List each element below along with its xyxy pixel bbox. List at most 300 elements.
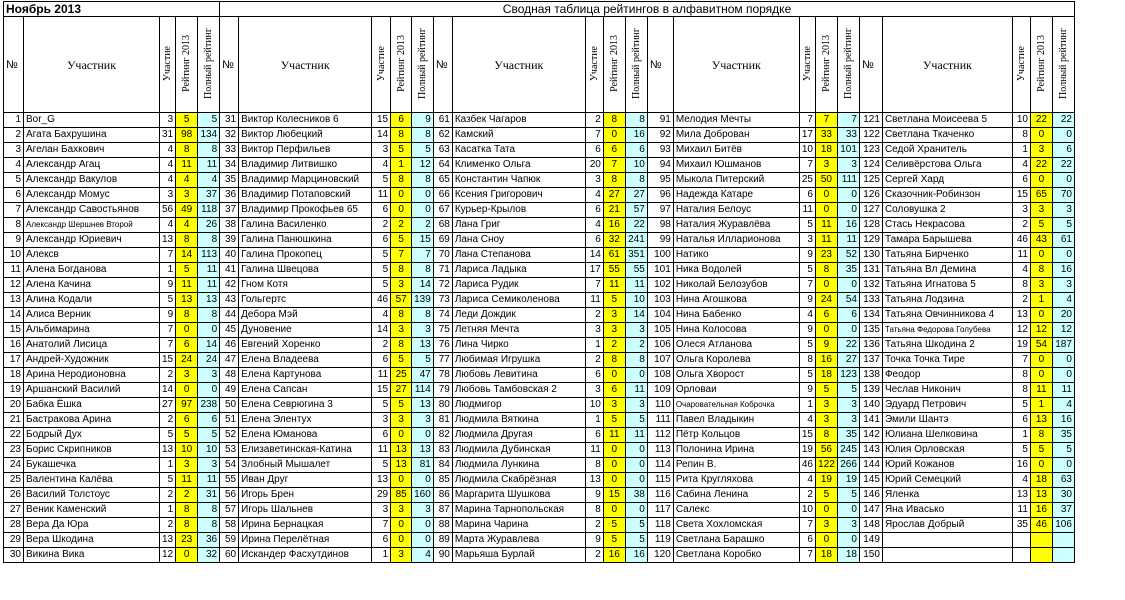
participation-count: 10 — [585, 398, 603, 413]
participation-count: 11 — [585, 293, 603, 308]
rating-2013: 27 — [603, 188, 625, 203]
participation-count: 7 — [585, 128, 603, 143]
rating-2013: 5 — [391, 353, 412, 368]
participation-count: 5 — [799, 263, 815, 278]
rating-2013: 13 — [1030, 413, 1052, 428]
header-full-rating — [1052, 17, 1074, 113]
row-num: 96 — [647, 188, 673, 203]
full-rating: 0 — [1052, 368, 1074, 383]
rating-2013: 16 — [1030, 503, 1052, 518]
rating-2013: 8 — [176, 503, 198, 518]
full-rating: 139 — [412, 293, 434, 308]
participant-name: Ксения Григорович — [452, 188, 585, 203]
participant-name: Александр Агац — [24, 158, 160, 173]
participation-count: 1 — [1012, 143, 1030, 158]
participant-name: Владимир Марциновский — [239, 173, 372, 188]
rating-2013: 4 — [176, 173, 198, 188]
header-participation-text: Участие — [1015, 45, 1027, 82]
participant-name: Марта Журавлева — [452, 533, 585, 548]
full-rating: 8 — [412, 128, 434, 143]
rating-2013: 5 — [391, 143, 412, 158]
participant-name: Владимир Литвишко — [239, 158, 372, 173]
participation-count: 1 — [160, 503, 176, 518]
rating-2013: 6 — [815, 308, 837, 323]
full-rating: 8 — [625, 113, 647, 128]
participation-count: 35 — [1012, 518, 1030, 533]
rating-2013: 5 — [603, 293, 625, 308]
rating-2013: 0 — [1030, 128, 1052, 143]
full-rating: 22 — [837, 338, 859, 353]
table-row — [4, 473, 1075, 488]
participant-name: Арина Неродионовна — [24, 368, 160, 383]
row-num: 20 — [4, 398, 24, 413]
rating-2013: 6 — [603, 383, 625, 398]
rating-2013: 8 — [391, 173, 412, 188]
row-num: 83 — [433, 443, 452, 458]
participation-count: 1 — [799, 398, 815, 413]
rating-2013: 98 — [176, 128, 198, 143]
row-num: 76 — [433, 338, 452, 353]
header-rating-2013-text: Рейтинг 2013 — [1035, 35, 1047, 92]
participation-count: 6 — [1012, 173, 1030, 188]
rating-2013: 0 — [1030, 368, 1052, 383]
participant-name: Наталия Белоус — [673, 203, 799, 218]
full-rating: 0 — [625, 458, 647, 473]
participation-count: 9 — [799, 323, 815, 338]
participation-count: 13 — [160, 233, 176, 248]
row-num: 127 — [859, 203, 882, 218]
rating-2013: 8 — [1030, 428, 1052, 443]
row-num: 65 — [433, 173, 452, 188]
participation-count: 2 — [372, 218, 391, 233]
full-rating: 19 — [837, 473, 859, 488]
full-rating: 81 — [412, 458, 434, 473]
full-rating: 5 — [412, 143, 434, 158]
rating-2013: 3 — [1030, 278, 1052, 293]
full-rating: 22 — [1052, 113, 1074, 128]
header-participation-text: Участие — [162, 45, 174, 82]
participation-count: 14 — [160, 383, 176, 398]
full-rating: 2 — [625, 338, 647, 353]
participation-count: 6 — [372, 233, 391, 248]
participant-name: Людмила Другая — [452, 428, 585, 443]
full-rating: 118 — [198, 203, 220, 218]
rating-2013: 8 — [391, 308, 412, 323]
full-rating: 351 — [625, 248, 647, 263]
participation-count: 46 — [372, 293, 391, 308]
full-rating: 35 — [837, 263, 859, 278]
full-rating: 11 — [1052, 383, 1074, 398]
participant-name: Летняя Мечта — [452, 323, 585, 338]
rating-2013: 0 — [603, 473, 625, 488]
header-rating-2013-text: Рейтинг 2013 — [181, 35, 193, 92]
row-num: 88 — [433, 518, 452, 533]
row-num: 61 — [433, 113, 452, 128]
rating-2013: 23 — [815, 248, 837, 263]
row-num: 58 — [220, 518, 239, 533]
full-rating: 11 — [198, 473, 220, 488]
full-rating: 2 — [412, 218, 434, 233]
participant-name: Бабка Ёшка — [24, 398, 160, 413]
participation-count: 15 — [372, 113, 391, 128]
participation-count: 5 — [372, 278, 391, 293]
full-rating: 6 — [198, 413, 220, 428]
row-num: 125 — [859, 173, 882, 188]
participation-count: 5 — [160, 473, 176, 488]
full-rating: 0 — [837, 203, 859, 218]
rating-2013: 1 — [391, 158, 412, 173]
participant-name — [882, 533, 1012, 548]
rating-2013: 57 — [391, 293, 412, 308]
row-num: 29 — [4, 533, 24, 548]
full-rating: 26 — [198, 218, 220, 233]
rating-2013: 16 — [815, 353, 837, 368]
rating-2013: 2 — [603, 338, 625, 353]
rating-2013: 3 — [176, 458, 198, 473]
row-num: 9 — [4, 233, 24, 248]
row-num: 148 — [859, 518, 882, 533]
full-rating: 0 — [837, 278, 859, 293]
table-row — [4, 458, 1075, 473]
rating-2013: 5 — [391, 398, 412, 413]
header-full-rating-text: Полный рейтинг — [416, 28, 428, 99]
row-num: 39 — [220, 233, 239, 248]
row-num: 123 — [859, 143, 882, 158]
full-rating: 8 — [198, 518, 220, 533]
participation-count: 7 — [799, 548, 815, 563]
participant-name: Виктор Перфильев — [239, 143, 372, 158]
table-row — [4, 353, 1075, 368]
participant-name: Иван Друг — [239, 473, 372, 488]
participant-name: Тамара Барышева — [882, 233, 1012, 248]
participation-count: 7 — [799, 518, 815, 533]
rating-2013: 0 — [603, 128, 625, 143]
row-num: 98 — [647, 218, 673, 233]
row-num: 136 — [859, 338, 882, 353]
rating-2013: 32 — [603, 233, 625, 248]
full-rating: 5 — [625, 413, 647, 428]
full-rating: 14 — [412, 278, 434, 293]
table-row — [4, 488, 1075, 503]
participant-name: Людмила Лункина — [452, 458, 585, 473]
rating-2013: 85 — [391, 488, 412, 503]
rating-2013: 11 — [176, 158, 198, 173]
row-num: 50 — [220, 398, 239, 413]
participant-name: Аршанский Василий — [24, 383, 160, 398]
full-rating: 8 — [198, 503, 220, 518]
participant-name: Борис Скрипников — [24, 443, 160, 458]
rating-2013: 0 — [1030, 308, 1052, 323]
participant-name: Агелан Бахкович — [24, 143, 160, 158]
full-rating: 5 — [837, 383, 859, 398]
full-rating: 245 — [837, 443, 859, 458]
header-participant: Участник — [24, 17, 160, 113]
participant-name: Светлана Коробко — [673, 548, 799, 563]
row-num: 97 — [647, 203, 673, 218]
participation-count: 9 — [585, 533, 603, 548]
full-rating: 3 — [412, 323, 434, 338]
rating-2013: 6 — [391, 113, 412, 128]
participation-count: 15 — [1012, 188, 1030, 203]
rating-2013: 8 — [603, 353, 625, 368]
full-rating: 18 — [837, 548, 859, 563]
rating-2013: 0 — [176, 383, 198, 398]
participant-name: Лариса Семиколенова — [452, 293, 585, 308]
row-num: 48 — [220, 368, 239, 383]
rating-2013: 0 — [391, 473, 412, 488]
row-num: 42 — [220, 278, 239, 293]
participant-name: Наталья Илларионова — [673, 233, 799, 248]
full-rating: 7 — [837, 113, 859, 128]
participant-name — [882, 548, 1012, 563]
table-row — [4, 518, 1075, 533]
participation-count: 8 — [799, 353, 815, 368]
header-rating-2013 — [603, 17, 625, 113]
participant-name: Ольга Королева — [673, 353, 799, 368]
table-row — [4, 173, 1075, 188]
full-rating: 22 — [625, 218, 647, 233]
table-row — [4, 203, 1075, 218]
header-participation — [372, 17, 391, 113]
rating-2013: 55 — [603, 263, 625, 278]
rating-2013: 0 — [391, 203, 412, 218]
participation-count: 2 — [1012, 218, 1030, 233]
participant-name: Елена Юманова — [239, 428, 372, 443]
rating-2013: 33 — [815, 128, 837, 143]
full-rating: 0 — [837, 503, 859, 518]
row-num: 68 — [433, 218, 452, 233]
participant-name: Владимир Прокофьев 65 — [239, 203, 372, 218]
participant-name: Ника Водолей — [673, 263, 799, 278]
participation-count: 3 — [585, 173, 603, 188]
full-rating: 4 — [1052, 293, 1074, 308]
row-num: 52 — [220, 428, 239, 443]
rating-2013: 0 — [815, 323, 837, 338]
participation-count: 12 — [1012, 323, 1030, 338]
header-rating-2013-text: Рейтинг 2013 — [608, 35, 620, 92]
full-rating: 30 — [1052, 488, 1074, 503]
row-num: 37 — [220, 203, 239, 218]
participation-count: 7 — [1012, 353, 1030, 368]
header-full-rating-text: Полный рейтинг — [630, 28, 642, 99]
rating-2013: 0 — [391, 428, 412, 443]
rating-2013: 7 — [391, 248, 412, 263]
rating-2013: 7 — [603, 158, 625, 173]
participant-name: Нина Колосова — [673, 323, 799, 338]
row-num: 11 — [4, 263, 24, 278]
full-rating: 20 — [1052, 308, 1074, 323]
row-num: 70 — [433, 248, 452, 263]
rating-2013: 25 — [391, 368, 412, 383]
full-rating: 3 — [412, 413, 434, 428]
participant-name: Алексв — [24, 248, 160, 263]
row-num: 137 — [859, 353, 882, 368]
participation-count: 15 — [372, 383, 391, 398]
participant-name: Александр Шершнев Второй — [24, 218, 160, 233]
rating-2013: 2 — [391, 218, 412, 233]
table-row — [4, 323, 1075, 338]
full-rating: 3 — [1052, 278, 1074, 293]
row-num: 107 — [647, 353, 673, 368]
participant-name: Гольгертс — [239, 293, 372, 308]
participant-name: Дебора Мэй — [239, 308, 372, 323]
row-num: 34 — [220, 158, 239, 173]
participation-count: 2 — [160, 488, 176, 503]
participation-count: 6 — [585, 428, 603, 443]
row-num: 78 — [433, 368, 452, 383]
participation-count: 5 — [160, 293, 176, 308]
full-rating: 35 — [837, 428, 859, 443]
participation-count: 13 — [585, 473, 603, 488]
row-num: 8 — [4, 218, 24, 233]
participant-name: Рита Кругляхова — [673, 473, 799, 488]
participation-count: 6 — [585, 143, 603, 158]
full-rating: 47 — [412, 368, 434, 383]
rating-2013: 6 — [176, 413, 198, 428]
row-num: 95 — [647, 173, 673, 188]
full-rating: 7 — [412, 248, 434, 263]
row-num: 119 — [647, 533, 673, 548]
participant-name: Игорь Брен — [239, 488, 372, 503]
rating-2013: 0 — [1030, 248, 1052, 263]
rating-2013: 3 — [391, 503, 412, 518]
rating-2013: 8 — [603, 113, 625, 128]
participant-name: Галина Василенко — [239, 218, 372, 233]
row-num: 132 — [859, 278, 882, 293]
row-num: 27 — [4, 503, 24, 518]
participant-name: Натико — [673, 248, 799, 263]
participation-count: 13 — [1012, 488, 1030, 503]
participation-count: 2 — [372, 338, 391, 353]
rating-2013: 0 — [391, 188, 412, 203]
row-num: 69 — [433, 233, 452, 248]
row-num: 32 — [220, 128, 239, 143]
participant-name: Александр Савостьянов — [24, 203, 160, 218]
participant-name: Валентина Калёва — [24, 473, 160, 488]
rating-2013: 4 — [176, 218, 198, 233]
full-rating: 0 — [625, 443, 647, 458]
full-rating: 5 — [625, 518, 647, 533]
rating-2013: 21 — [603, 203, 625, 218]
row-num: 30 — [4, 548, 24, 563]
participation-count: 9 — [799, 383, 815, 398]
participation-count: 5 — [372, 173, 391, 188]
participation-count: 2 — [585, 518, 603, 533]
table-row — [4, 533, 1075, 548]
rating-2013: 65 — [1030, 188, 1052, 203]
full-rating: 11 — [198, 263, 220, 278]
row-num: 44 — [220, 308, 239, 323]
participant-name: Нина Агошкова — [673, 293, 799, 308]
row-num: 103 — [647, 293, 673, 308]
row-num: 31 — [220, 113, 239, 128]
participation-count: 6 — [372, 353, 391, 368]
participant-name: Игорь Шальнев — [239, 503, 372, 518]
participant-name: Очаровательная Коброчка — [673, 398, 799, 413]
participant-name: Любовь Тамбовская 2 — [452, 383, 585, 398]
participation-count: 29 — [372, 488, 391, 503]
rating-2013: 18 — [815, 368, 837, 383]
row-num: 62 — [433, 128, 452, 143]
participation-count: 15 — [799, 428, 815, 443]
table-row — [4, 158, 1075, 173]
row-num: 81 — [433, 413, 452, 428]
full-rating: 14 — [198, 338, 220, 353]
full-rating: 241 — [625, 233, 647, 248]
participation-count: 9 — [160, 278, 176, 293]
table-row — [4, 413, 1075, 428]
rating-2013: 8 — [815, 428, 837, 443]
rating-2013: 0 — [603, 443, 625, 458]
participation-count: 1 — [585, 338, 603, 353]
full-rating: 0 — [412, 203, 434, 218]
full-rating: 35 — [1052, 428, 1074, 443]
row-num: 22 — [4, 428, 24, 443]
participant-name: Феодор — [882, 368, 1012, 383]
participant-name: Мыкола Питерский — [673, 173, 799, 188]
row-num: 116 — [647, 488, 673, 503]
full-rating: 3 — [837, 158, 859, 173]
row-num: 120 — [647, 548, 673, 563]
table-row — [4, 233, 1075, 248]
full-rating: 134 — [198, 128, 220, 143]
full-rating: 10 — [625, 158, 647, 173]
participant-name: Людмигор — [452, 398, 585, 413]
participant-name: Виктор Любецкий — [239, 128, 372, 143]
row-num: 105 — [647, 323, 673, 338]
participant-name: Татьяна Шкодина 2 — [882, 338, 1012, 353]
full-rating: 57 — [625, 203, 647, 218]
rating-2013: 50 — [815, 173, 837, 188]
full-rating: 38 — [625, 488, 647, 503]
rating-2013: 5 — [603, 533, 625, 548]
rating-2013: 24 — [176, 353, 198, 368]
row-num: 135 — [859, 323, 882, 338]
full-rating: 15 — [412, 233, 434, 248]
full-rating: 11 — [625, 383, 647, 398]
full-rating: 6 — [837, 308, 859, 323]
participation-count: 2 — [1012, 293, 1030, 308]
rating-2013: 24 — [815, 293, 837, 308]
full-rating: 61 — [1052, 233, 1074, 248]
participant-name: Татьяна Бирченко — [882, 248, 1012, 263]
participant-name: Маргарита Шушкова — [452, 488, 585, 503]
full-rating: 8 — [412, 308, 434, 323]
participant-name: Алиса Верник — [24, 308, 160, 323]
row-num: 24 — [4, 458, 24, 473]
row-num: 35 — [220, 173, 239, 188]
rating-2013: 0 — [391, 533, 412, 548]
rating-2013: 2 — [176, 488, 198, 503]
participant-name: Светлана Барашко — [673, 533, 799, 548]
rating-2013: 3 — [176, 368, 198, 383]
full-rating: 16 — [1052, 263, 1074, 278]
participation-count: 4 — [1012, 158, 1030, 173]
participant-name: Викина Вика — [24, 548, 160, 563]
table-row — [4, 383, 1075, 398]
participant-name: Стась Некрасова — [882, 218, 1012, 233]
participation-count: 7 — [160, 338, 176, 353]
rating-2013: 0 — [1030, 173, 1052, 188]
row-num: 16 — [4, 338, 24, 353]
participant-name: Яленка — [882, 488, 1012, 503]
participant-name: Галина Прокопец — [239, 248, 372, 263]
full-rating: 0 — [198, 383, 220, 398]
rating-2013: 0 — [815, 533, 837, 548]
rating-2013: 5 — [603, 413, 625, 428]
participant-name: Сабина Ленина — [673, 488, 799, 503]
row-num: 1 — [4, 113, 24, 128]
